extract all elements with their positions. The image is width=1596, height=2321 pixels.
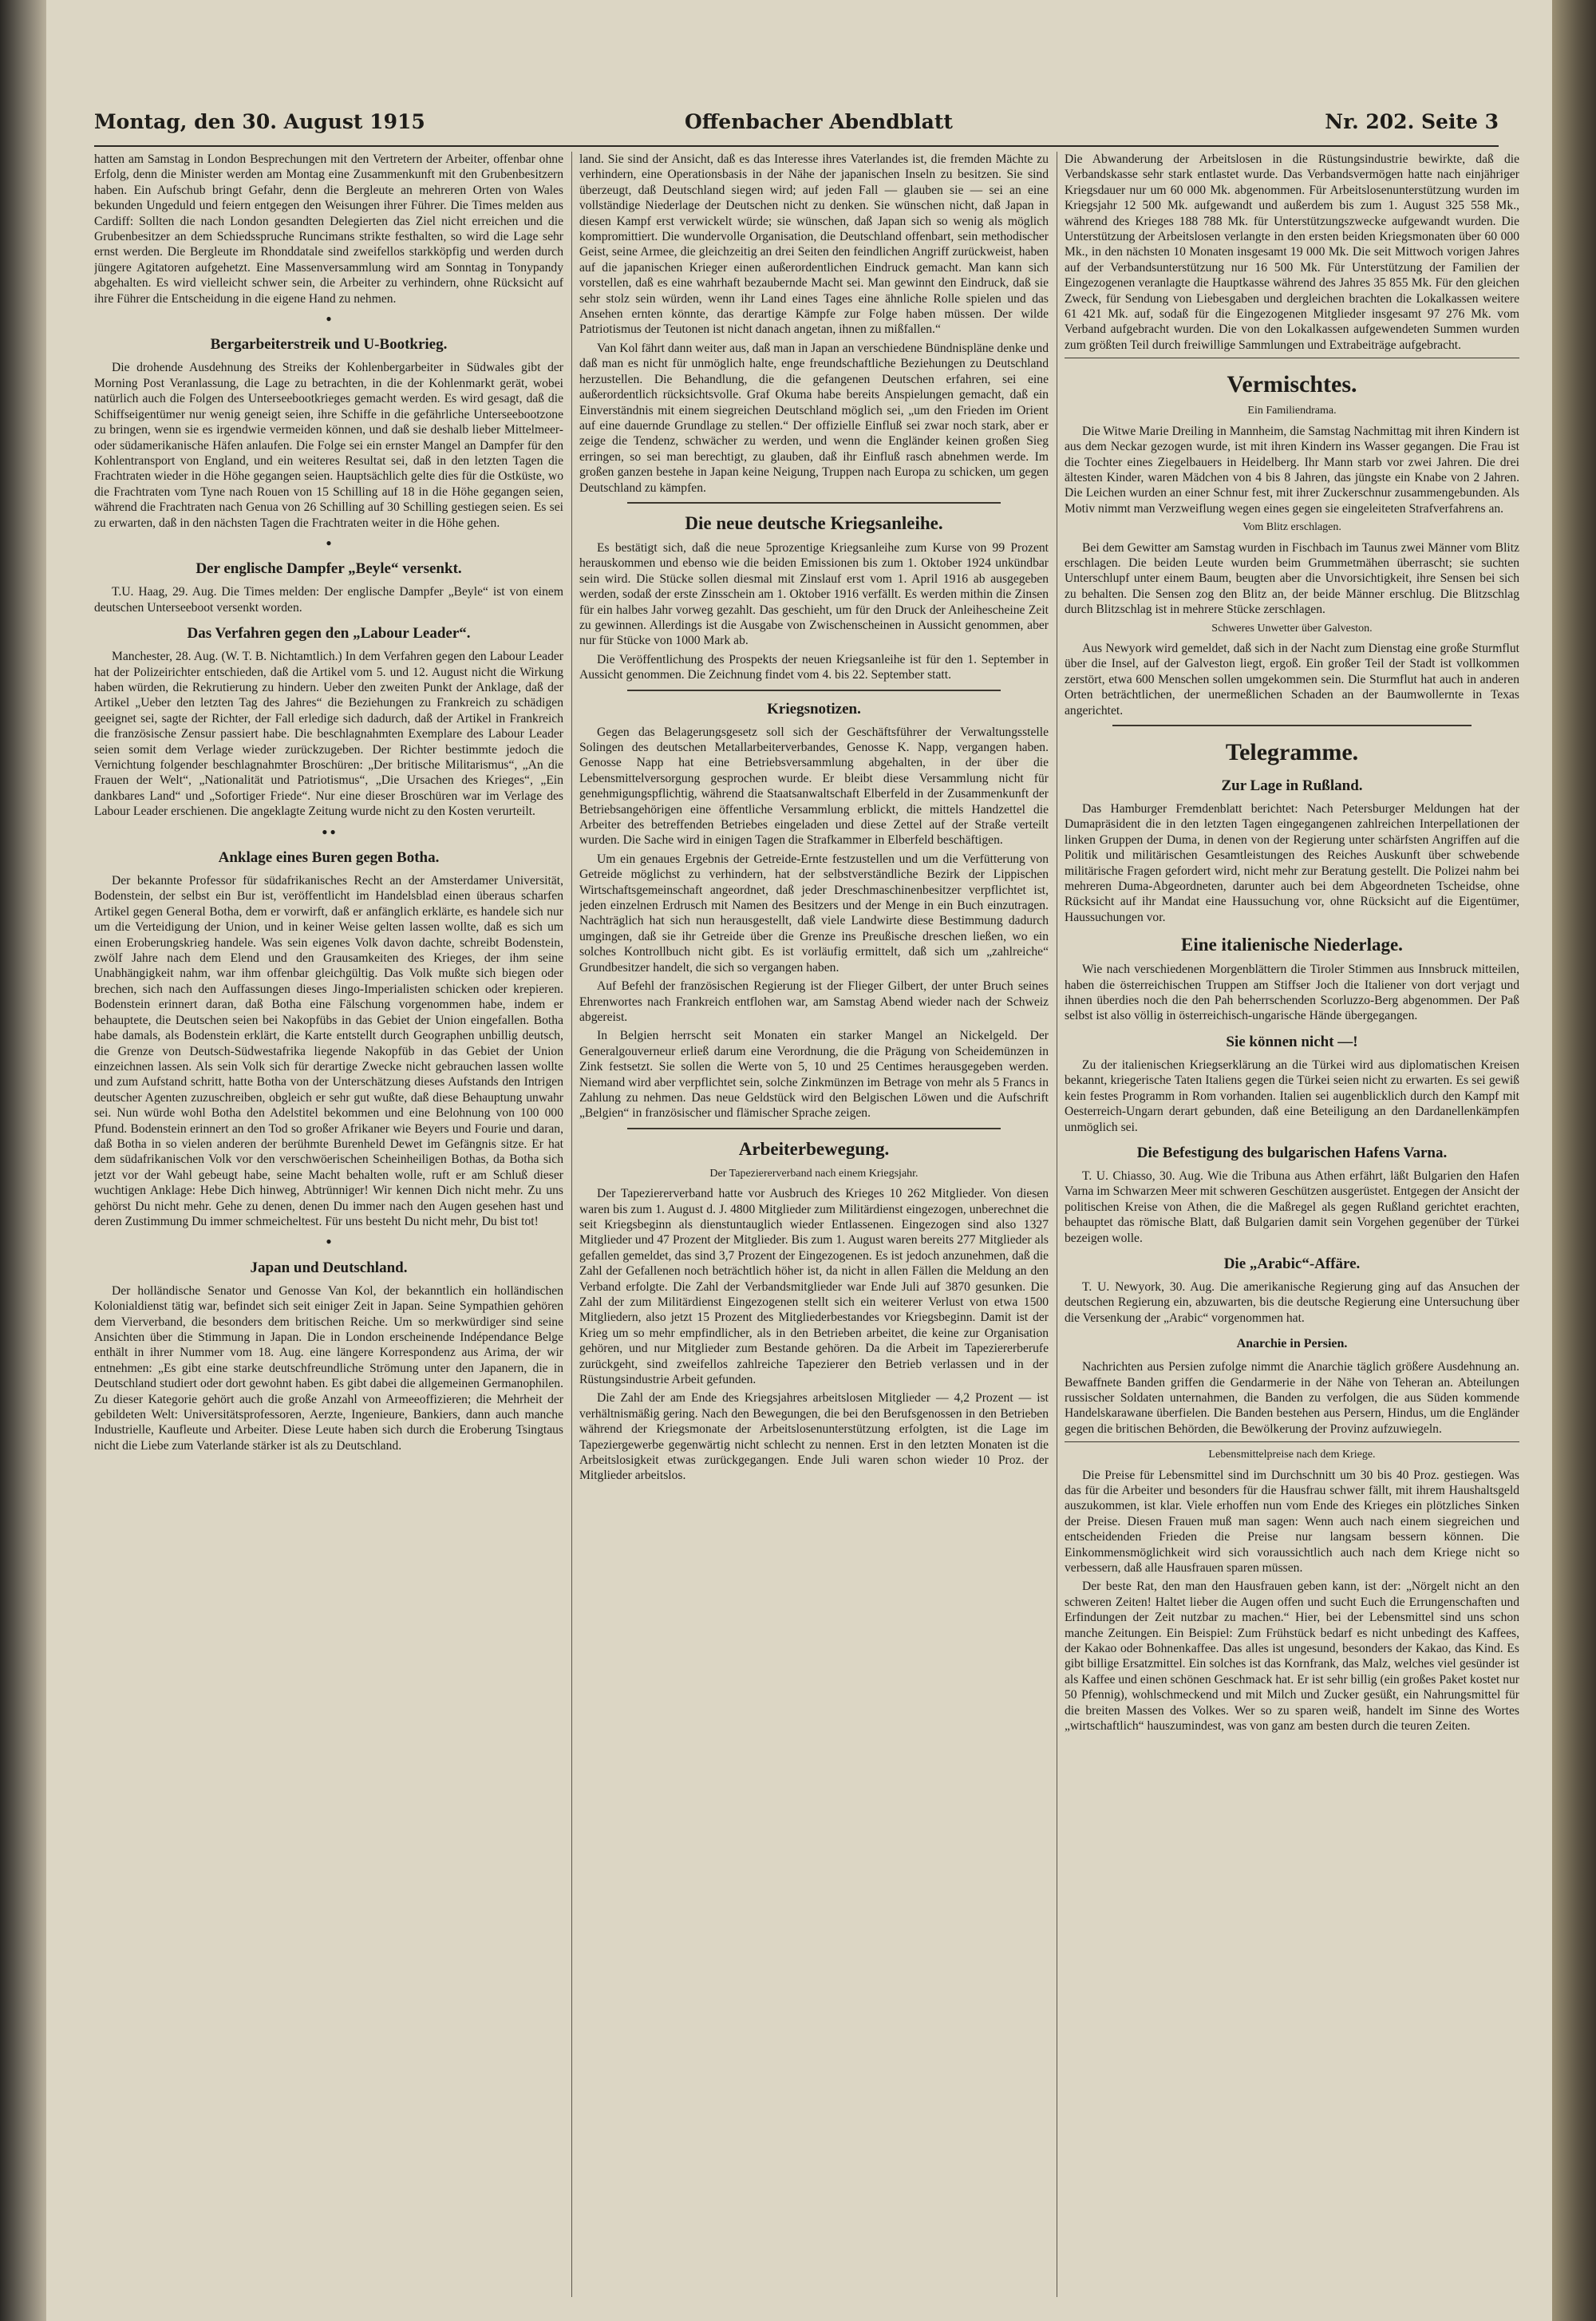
article-text: Es bestätigt sich, daß die neue 5prozentige Kriegsanleihe zum Kurse von 99 Prozent herauskommen und ebenso wie die beiden Emissionen bis zum 1. Oktober 1924 unkündbar sein wird. Die Stücke sollen diesmal mit Zinslauf erst vom 1. April 1916 ab ausgegeben werden, sodaß der erste Zinsschein am 1. Oktober 1916 verfällt. Es werden mithin die Zinsen für ein halbes Jahr vorweg gezahlt. Das geschieht, um für den Druck der Anleihescheine Zeit zu gewinnen. Allerdings ist die Ausgabe von Zwischenscheinen in Aussicht genommen, aber nur für Stücke von 1000 Mark ab. — [579, 540, 1049, 648]
article-headline: Japan und Deutschland. — [250, 1259, 408, 1276]
section-headline: Telegramme. — [1225, 739, 1359, 765]
header-rule — [94, 145, 1499, 147]
article-headline: Sie können nicht —! — [1226, 1033, 1358, 1050]
article-headline: Zur Lage in Rußland. — [1221, 777, 1363, 794]
section-rule — [1065, 1441, 1519, 1442]
article-text: T. U. Newyork, 30. Aug. Die amerikanische Regierung ging auf das Ansuchen der deutschen Regierung ein, abzuwarten, bis die deutsche Regierung eine Untersuchung über die Versenkung der „Arabic“ vorgenommen hat. — [1065, 1279, 1519, 1325]
article-text: land. Sie sind der Ansicht, daß es das Interesse ihres Vaterlandes ist, die fremden Mächte zu verhindern, eine Operationsbasis in der Nähe der japanischen Inseln zu besitzen. Sie sind überzeugt, daß Deutschland siegen wird; auf jeden Fall — glauben sie — sei an eine vollständige Niederlage der Deutschen nicht zu denken. Sie wünschen nicht, daß Japan in diesen Kampf erst verwickelt würde; sie wünschen, daß Japan sich so wenig als möglich kompromittiert. Die wundervolle Organisation, die Deutschland offenbart, sein methodischer Geist, seine Armee, die gleichzeitig an drei Seiten den feindlichen Angriff zurückweist, haben auf die japanischen Krieger einen außerordentlichen Eindruck gemacht. Man kann sich vorstellen, daß es eine wahrhaft bezaubernde Macht sei. Man gewinnt den Eindruck, daß sie sehr stolz sein würden, wenn ihr Land eines Tages eine ähnliche Rolle spielen und das Ansehen ernten könnte, das derartige Kämpfe zur Folge haben müssen. Der wilde Patriotismus der Teutonen ist nicht danach angetan, ihnen zu mißfallen.“ — [579, 152, 1049, 337]
page-edge — [1552, 0, 1596, 2321]
article-headline: Die „Arabic“-Affäre. — [1223, 1255, 1361, 1272]
article-text: Van Kol fährt dann weiter aus, daß man in Japan an verschiedene Bündnispläne denke und daß man es nicht für unmöglich halte, enge freundschaftliche Beziehungen zu Deutschland herzustellen. Die Behandlung, die die gefangenen Deutschen erfahren, sei eine außerordentlich rücksichtsvolle. Graf Okuma habe bereits Anspielungen gemacht, daß ein Einverständnis mit einem siegreichen Deutschland möglich sei, „um den Frieden im Orient auf eine dauernde Grundlage zu stellen.“ Der offizielle Einfluß sei zwar noch stark, aber er zeige die Tendenz, schwächer zu werden, und wenn die Engländer keinen großen Sieg erringen, so sei man berechtigt, zu glauben, daß ihr Einfluß rasch abnehmen werde. Im großen ganzen bestehe in Japan keine Neigung, Truppen nach Europa zu schicken, um gegen Deutschland zu kämpfen. — [579, 341, 1049, 495]
column-rule-1 — [571, 152, 572, 2297]
article-text: Die Zahl der am Ende des Kriegsjahres arbeitslosen Mitglieder — 4,2 Prozent — ist verhältnismäßig gering. Nach den Bewegungen, die bei den Berufsgenossen in den Betrieben während der Kriegsmonate der Arbeitslosenunterstützung erfolgten, ist die Lage im Tapeziergewerbe gegenwärtig nicht schlecht zu nennen. Erst in den letzten Monaten ist die Arbeitslosigkeit etwas zurückgegangen. Ende Juli waren schon wieder 10 Proz. der Mitglieder arbeitslos. — [579, 1391, 1049, 1483]
article-headline: Arbeiterbewegung. — [738, 1138, 890, 1159]
column-2 — [579, 152, 1049, 2297]
article-text: T. U. Chiasso, 30. Aug. Wie die Tribuna aus Athen erfährt, läßt Bulgarien den Hafen Varna im Schwarzen Meer mit schweren Geschützen ausgerüstet. Entgegen der Ansicht der politischen Kreise von Athen, die die Maßregel als gegen Rußland gerichtet erachten, behauptet das römische Blatt, daß Bulgarien damit sein Vorgehen gegenüber der Türkei bezeigen wolle. — [1065, 1168, 1519, 1245]
binding-shadow — [0, 0, 46, 2321]
article-headline: Das Verfahren gegen den „Labour Leader“. — [187, 625, 471, 643]
section-rule — [627, 502, 1001, 504]
article-text: Die Preise für Lebensmittel sind im Durchschnitt um 30 bis 40 Proz. gestiegen. Was das für die Arbeiter und besonders für die Hausfrau schwer fällt, mit ihrem Haushaltsgeld auszukommen, ist klar. Viele erhoffen nun vom Ende des Krieges ein plötzliches Sinken der Preise. Diesen Frauen muß man sagen: Wenn auch nach einem siegreichen und entscheidenden Frieden die Preise nur langsam bessern können. Die Einkommensmöglichkeit wird sich voraussichtlich auch nach dem Kriege nicht so verbessern, daß alle Hausfrauen sparen müssen. — [1065, 1468, 1519, 1576]
separator-dot: ● — [326, 313, 332, 325]
article-headline: Bergarbeiterstreik und U-Bootkrieg. — [210, 336, 448, 354]
section-rule — [1112, 725, 1472, 726]
article-subheadline: Lebensmittelpreise nach dem Kriege. — [1208, 1449, 1376, 1461]
article-text: Um ein genaues Ergebnis der Getreide-Ernte festzustellen und um die Verfütterung von Getreide möglichst zu verhindern, hat der selbstverständliche Bezirk der Lippischen Wirtschaftsgemeinschaft angeordnet, daß jeder Dreschmaschinenbesitzer verpflichtet ist, jeden einzelnen Erdrusch mit Namen des Besitzers und der Menge in ein Buch einzutragen. Nachträglich hat sich nun herausgestellt, daß viele Landwirte diese Bestimmung dadurch umgingen, daß sie ihr Getreide über die Grenze ins Preußische dreschen ließen, wo ein solches Kontrollbuch nicht gibt. Es ist vorläufig ermittelt, daß sich um „zahlreiche“ Grundbesitzer handelt, die sich so vergangen haben. — [579, 852, 1049, 975]
article-text: Der bekannte Professor für südafrikanisches Recht an der Amsterdamer Universität, Bodenstein, der selbst ein Bur ist, veröffentlicht im Handelsblad einen überaus scharfen Artikel gegen General Botha, dem er vorwirft, daß er anfänglich erklärte, es handele sich nur um die Verteidigung der Union, und in keiner Weise gelten lassen wollte, daß es sich um einen Eroberungskrieg handele. Was sein eigenes Volk davon dachte, schreibt Bodenstein, zwölf Jahre nach dem Elend und den Grausamkeiten des Krieges, der ihm seine Unabhängigkeit nahm, war ihm offenbar gleichgültig. Das Volk mußte sich biegen oder brechen, sich nach den Auffassungen dieses Jingo-Imperialisten schicken oder krepieren. Bodenstein erinnert daran, daß Botha eine Fälschung vorgenommen habe, indem er behauptete, die Deutschen seien bei Nakopfübs in das Gebiet der Union eingefallen. Botha habe damals, als Bodenstein erklärt, die Karte entstellt durch Geographen unbillig deutsch, die Grenze von Deutsch-Südwestafrika liegende Nakopfüb in das Gebiet der Union einzeichnen lassen. Als sein Volk sich für derartige Zwecke nicht gebrauchen lassen wollte und zum Aufstand schritt, hatte Botha von der Unterschätzung dieses Aufstands den Intrigen deutscher Agenten zuzuschreiben, obgleich er sehr gut wußte, daß diese Behauptung unwahr sei. Nun würde wohl Botha den Adelstitel bekommen und eine Belohnung von 100 000 Pfund. Bodenstein erinnert an den Tod so großer Afrikaner wie Beyers und Fourie und daran, daß Botha in so vielen anderen der berühmte Burenheld Dewet im Gefängnis sitze. Er hat dem südafrikanischen Volk vor den verschwöerischen Scheinheiligen Bothas, da Botha sich jetzt vor der Wahl gebeugt habe, seine Macht behalten wolle, ruft er am Schluß dieser wuchtigen Anklage: Hebe Dich hinweg, Abtrünniger! Wir kennen Dich nicht mehr. Zu uns gehörst Du nicht mehr. Gehe zu denen, denen Du immer nach den Augen gesehen hast und deren Zustimmung Du immer schmeicheltest. Für uns besteht Du nicht mehr, Du bist tot! — [94, 874, 563, 1228]
article-text: Die Abwanderung der Arbeitslosen in die Rüstungsindustrie bewirkte, daß die Verbandskasse sehr stark entlastet wurde. Das Verbandsvermögen hatte nach einjähriger Kriegsdauer nur um 60 000 Mk. abgenommen. Für Arbeitslosenunterstützung wurden im Kriegsjahr 12 500 Mk. aufgewandt und außerdem bis zum 1. August 325 558 Mk., während des Krieges 188 788 Mk. für Unterstützungszwecke aufgewandt wurden. Die Unterstützung der Arbeitslosen verlangte in den ersten beiden Kriegsmonaten über 60 000 Mk., in den nächsten 10 Monaten insgesamt 19 000 Mk. Die seit Mittwoch vorigen Jahres auf der Verbandsunterstützung nur 16 500 Mk. Für Unterstützung der Familien der Eingezogenen veranlagte die Hauptkasse während des Jahres 35 855 Mk. Für den gleichen Zweck, für Sendung von Liebesgaben und dergleichen brachten die Lokalkassen weitere 61 421 Mk. auf, sodaß für die Eingezogenen Mitglieder insgesamt 97 276 Mk. vom Verband aufgebracht wurden. Die von den Lokalkassen aufgewendeten Summen wurden zum größten Teil durch freiwillige Sammlungen und Extrabeiträge aufgebracht. — [1065, 152, 1519, 352]
article-headline: Die Befestigung des bulgarischen Hafens Varna. — [1136, 1144, 1448, 1161]
article-text: Der Tapeziererverband hatte vor Ausbruch des Krieges 10 262 Mitglieder. Von diesen waren bis zum 1. August d. J. 4800 Mitglieder zum Militärdienst eingezogen, unberechnet die seit Kriegsbeginn als dienstuntauglich wieder Entlassenen. Eingezogen sind also 1327 Mitglieder und 47 Prozent der Mitglieder. Bis zum 1. August waren bereits 277 Mitglieder als gefallen gemeldet, das sind 3,7 Prozent der Eingezogenen. Es ist jedoch anzunehmen, daß die Zahl der Gefallenen noch beträchtlich höher ist, da nicht in allen Fällen die Meldung an den Verband erfolgte. Die Zahl der Verbandsmitglieder war Ende Juli auf 3870 gesunken. Die Zahl der zum Militärdienst Eingezogenen stellt sich ein weiterer Verlust von etwa 1500 Mitgliedern, also jetzt 15 Prozent des Mitgliederbestandes vor Kriegsbeginn. Damit ist der Krieg um so mehr empfindlicher, als in den Betrieben arbeitet, die keine zur Organisation gehören, und nur Mitglieder zum Bestande gehören. Da die Arbeit im Tapeziererberufe zurückgeht, sind zweifellos zahlreiche Tapezierer den Betrieb verlassen und in der Rüstungsindustrie Arbeit gefunden. — [579, 1187, 1049, 1387]
article-headline: Die neue deutsche Kriegsanleihe. — [685, 512, 943, 533]
article-text: Der beste Rat, den man den Hausfrauen geben kann, ist der: „Nörgelt nicht an den schweren Zeiten! Haltet lieber die Augen offen und sucht Euch die Errungenschaften und Erfindungen der Zeit nutzbar zu machen.“ Hier, bei der Lebensmittel sind uns schon manche Zeitungen. Ein Beispiel: Zum Frühstück bedarf es nicht unbedingt des Kaffees, der Kakao oder Bohnenkaffee. Das alles ist ungesund, besonders der Kakao, das Kind. Es gibt billige Ersatzmittel. Ein solches ist das Kornfrank, das Malz, welches viel gesünder ist als Kaffee und einen schönen Geschmack hat. Er ist sehr billig (ein großes Paket kostet nur 50 Pfennig), wohlschmeckend und mit Milch und Zucker gesüßt, ein Nahrungsmittel für die breiten Massen des Volkes. Wer so zu sparen weiß, handelt im Sinne des Wortes „wirtschaftlich“ hauszumindest, was von ganz am besten durch die teuren Zeiten. — [1065, 1580, 1519, 1734]
separator-dot: ● — [326, 1236, 332, 1247]
article-text: Manchester, 28. Aug. (W. T. B. Nichtamtlich.) In dem Verfahren gegen den Labour Leader hat der Polizeirichter entschieden, daß die Artikel vom 5. und 12. August nicht die Wirkung haben würden, die Rekrutierung zu hindern. Ueber den zweiten Punkt der Anklage, daß der Artikel „Ueber den letzten Tag des Jahres“ die Beziehungen zu Frankreich zu schädigen geeignet sei, sagte der Richter, der Fall erledige sich dadurch, daß der Artikel in Frankreich die französische Zensur passiert habe. Die beschlagnahmten Exemplare des Labour Leader seien somit dem Verlage wieder zurückzugeben. Der Richter bestimmte jedoch die Vernichtung folgender beschlagnahmter Broschüren: „Der britische Militarismus“, „An die Frauen der Welt“, „Nationalität und Patriotismus“, „Die Ursachen des Krieges“, „Ein dankbares Land“ und „Sofortiger Friede“. Nur eine dieser Broschüren war im Verlage des Labour Leader erschienen. Die angeklagte Zeitung wurde nicht zu den Kosten verurteilt. — [94, 650, 563, 819]
column-1 — [94, 152, 563, 2297]
article-text: In Belgien herrscht seit Monaten ein starker Mangel an Nickelgeld. Der Generalgouverneur erließ darum eine Verordnung, die die Prägung von Scheidemünzen in Zink festsetzt. Sie sollen die Werte von 5, 10 und 25 Centimes herausgegeben werden. Niemand wird aber verpflichtet sein, solche Zinkmünzen im Betrage von mehr als 5 Francs in Zahlung zu nehmen. Das neue Geldstück wird den Belgischen Löwen und die Aufschrift „Belgien“ in französischer und flämischer Sprache zeigen. — [579, 1029, 1049, 1121]
article-text: Die drohende Ausdehnung des Streiks der Kohlenbergarbeiter in Südwales gibt der Morning Post Veranlassung, die Lage zu betrachten, in die der Kohlenmarkt gerät, wobei natürlich auch die Folgen des Unterseebootkrieges gemacht werden. Es wird gesagt, daß die Schiffseigentümer nur wenig geneigt seien, ihre Schiffe in die gefährliche Unterseebootzone zu bringen, wenn sie es irgendwie vermeiden können, und daß sie deshalb lieber Mittelmeer- oder südamerikanische Häfen anlaufen. Die Folge sei ein ernster Mangel an Dampfer für den Kohlentransport von England, und ein weiteres Resultat sei, daß in den letzten Tagen die Frachtraten wieder in die Höhe gegangen seien. Hauptsächlich gelte dies für die Ostküste, wo die Frachtraten vom Tyne nach Rouen von 15 Schilling auf 18 in die Höhe gegangen seien, während die Frachtraten nach Genua von 26 Schilling auf 30 Schilling gestiegen seien. Es sei zu erwarten, daß in den nächsten Tagen die Frachtraten weiter in die Höhe gehen. — [94, 361, 563, 530]
section-headline: Vermischtes. — [1227, 371, 1357, 398]
header-date: Montag, den 30. August 1915 — [94, 110, 425, 133]
article-subheadline: Vom Blitz erschlagen. — [1242, 521, 1341, 534]
article-subheadline: Der Tapeziererverband nach einem Kriegsjahr. — [709, 1167, 918, 1180]
article-text: hatten am Samstag in London Besprechungen mit den Vertretern der Arbeiter, offenbar ohne Erfolg, denn die Minister werden am Montag eine Zusammenkunft mit den Grubenbesitzern haben. Ein Aufschub bringt Gefahr, denn die Bergleute an mehreren Orten von Wales bekunden Ungeduld und feiern entgegen den Weisungen ihrer Führer. Die Times melden aus Cardiff: Sollten die nach London gesandten Delegierten das Ziel nicht erreichen und die Grubenbesitzer an dem Schiedsspruche Runcimans strikte festhalten, so wird die Lage sehr ernst werden. Die Bergleute im Rhonddatale sind zweifellos starkköpfig und werden durch jüngere Agitatoren aufgehetzt. Eine Massenversammlung wird am Sonntag in Tonypandy abgehalten. Es wird vielleicht schwer sein, die Arbeiter zu verhindern, ohne Rücksicht auf ihre Führer die Entscheidung in die eigene Hand zu nehmen. — [94, 152, 563, 306]
article-subheadline: Schweres Unwetter über Galveston. — [1211, 622, 1373, 635]
article-text: Der holländische Senator und Genosse Van Kol, der bekanntlich ein holländischen Kolonialdienst tätig war, befindet sich seit einiger Zeit in Japan. Seine Sympathien gehören dem Vierverband, die besonders dem britischen Reiche. Um so merkwürdiger sind seine Ansichten über die Stimmung in Japan. Die in London erscheinende Indépendance Belge enthält in ihrer Nummer vom 18. Aug. eine längere Korrespondenz aus Arima, der wir entnehmen: „Es gibt eine starke deutschfreundliche Strömung unter den Japanern, die in Deutschland studiert oder dort gewohnt haben. Es gibt dabei die allgemeinen Germanophilen. Zu dieser Kategorie gehört auch die große Anzahl von Armeeoffizieren; die Mehrheit der gebildeten Welt: Universitätsprofessoren, Aerzte, Ingenieure, Bankiers, dann auch manche Industrielle, Kaufleute und Arbeiter. Diese Leute haben sich durch die Eroberung Tsingtaus nicht die Liebe zum Vaterlande stärker ist als zu Deutschland. — [94, 1283, 563, 1453]
article-headline: Anklage eines Buren gegen Botha. — [218, 849, 440, 867]
article-text: Zu der italienischen Kriegserklärung an die Türkei wird aus diplomatischen Kreisen bekannt, kriegerische Taten Italiens gegen die Türkei seien nicht zu erwarten. Es sei gewiß kein festes Programm in Rom vorhanden. Italien sei augenblicklich durch den Kampf mit Oesterreich-Ungarn derart gebunden, daß eine Beteiligung an den Dardanellenkämpfen unmöglich sei. — [1065, 1058, 1519, 1134]
separator-dot: ● — [326, 536, 332, 548]
article-headline: Der englische Dampfer „Beyle“ versenkt. — [196, 560, 462, 578]
header-paper-name: Offenbacher Abendblatt — [685, 110, 953, 133]
article-text: Auf Befehl der französischen Regierung ist der Flieger Gilbert, der unter Bruch seines Ehrenwortes nach Frankreich entflohen war, am Samstag Abend wieder nach der Schweiz abgereist. — [579, 979, 1049, 1024]
separator-dot: ● ● — [322, 825, 336, 837]
article-text: Gegen das Belagerungsgesetz soll sich der Geschäftsführer der Verwaltungsstelle Solingen des deutschen Metallarbeiterverbandes, Genosse K. Napp, vergangen haben. Genosse Napp hat eine Betriebsversammlung abgehalten, in der über die Lebensmittelversorgung gesprochen wurde. Er bleibt diese Versammlung nicht für genehmigungspflichtig, während die Staatsanwaltschaft Elberfeld in der Zusammenkunft der Betriebsangehörigen eine öffentliche Versammlung erblickt, die mittels Handzettel die Arbeiter des betreffenden Betriebes eingeladen und diese Zettel auf der Straße verteilt wurden. Die Sache wird in einigen Tagen die Strafkammer in Elberfeld beschäftigen. — [579, 725, 1049, 848]
article-text: Bei dem Gewitter am Samstag wurden in Fischbach im Taunus zwei Männer vom Blitz erschlagen. Die beiden Leute wurden beim Grummetmähen überrascht; sie suchten Unterschlupf unter einem Baum, beugten aber die Unvorsichtigkeit, ihre Sensen bei sich zu behalten. Die Sensen zog den Blitz an, der beide Männer erschlug. Die Blitzschlag durch Blitzschlag ist in mehrere Stücke zerschlagen. — [1065, 540, 1519, 617]
article-subheadline: Ein Familiendrama. — [1247, 405, 1337, 417]
article-headline: Anarchie in Persien. — [1236, 1337, 1348, 1351]
column-3 — [1065, 152, 1519, 2297]
article-text: Die Veröffentlichung des Prospekts der neuen Kriegsanleihe ist für den 1. September in Aussicht genommen. Die Zeichnung findet vom 4. bis 22. September statt. — [579, 652, 1049, 682]
section-rule — [627, 1128, 1001, 1129]
article-text: T.U. Haag, 29. Aug. Die Times melden: Der englische Dampfer „Beyle“ ist von einem deutschen Unterseeboot versenkt worden. — [94, 585, 563, 615]
article-text: Wie nach verschiedenen Morgenblättern die Tiroler Stimmen aus Innsbruck mitteilen, haben die österreichischen Truppen am Stiffser Joch die Italiener von dort verjagt und ihnen überdies noch die den Pah beherrschenden Scorluzzo-Berg abgenommen. Der Paß selbst ist also völlig in österreichisch-ungarische Hände übergegangen. — [1065, 963, 1519, 1023]
section-rule — [627, 690, 1001, 691]
header-issue-page: Nr. 202. Seite 3 — [1325, 110, 1499, 133]
article-headline: Kriegsnotizen. — [767, 700, 861, 718]
article-text: Die Witwe Marie Dreiling in Mannheim, die Samstag Nachmittag mit ihren Kindern ist aus dem Neckar gezogen wurde, ist mit ihren Kindern ins Wasser gegangen. Die Frau ist die Tochter eines Ziegelbauers in Heidelberg. Ihr Mann starb vor zwei Jahren. Die drei ältesten Kinder, waren Mädchen von 4 bis 8 Jahren, das jüngste ein Knabe von 2 Jahren. Die Leichen wurden an einer Schnur fest, mit ihrer Zuckerschnur zusammengebunden. Als Motiv nimmt man Verzweiflung wegen eines gegen sie eingeleiteten Strafverfahrens an. — [1065, 424, 1519, 516]
article-text: Aus Newyork wird gemeldet, daß sich in der Nacht zum Dienstag eine große Sturmflut über die Insel, auf der Galveston liegt, ergoß. Ein großer Teil der Stadt ist vollkommen zerstört, etwa 600 Menschen sollen umgekommen sein. Die Sturmflut hat auch in anderen Orten beträchtlichen, der unermeßlichen Schaden an der Baumwollernte in Texas angerichtet. — [1065, 641, 1519, 718]
article-text: Das Hamburger Fremdenblatt berichtet: Nach Petersburger Meldungen hat der Dumapräsident die in den letzten Tagen eingegangenen zahlreichen Interpellationen der linken Gruppen der Duma, in denen von der Regierung unter schärfsten Angriffen auf die Politik und militärischen Gesamtleistungen des Reiches Auskunft über schwebende militärische Fragen gefordert wird, nicht mehr zur Beratung gestellt. Die Polizei nahm bei mehreren Duma-Abgeordneten, darunter auch bei dem Abgeordneten Tscheidse, ohne Rücksicht auf ihr Mandat eine Haussuchung vor, ohne Rücksicht auf die Eigentümer, Haussuchungen vor. — [1065, 802, 1519, 924]
article-headline: Eine italienische Niederlage. — [1181, 935, 1403, 955]
article-text: Nachrichten aus Persien zufolge nimmt die Anarchie täglich größere Ausdehnung an. Bewaffnete Banden griffen die Gendarmerie in der Nähe von Teheran an. Abteilungen russischer Soldaten unternahmen, die Banden zu verfolgen, die aus Süden kommende Handelskarawane überfielen. Die Banden bestehen aus Persern, Hindus, um die Engländer gegen die britischen Behörden, die Bewölkerung der Provinz aufzuwiegeln. — [1065, 1360, 1519, 1436]
newspaper-page — [46, 0, 1552, 2321]
masthead-line — [94, 110, 1499, 145]
